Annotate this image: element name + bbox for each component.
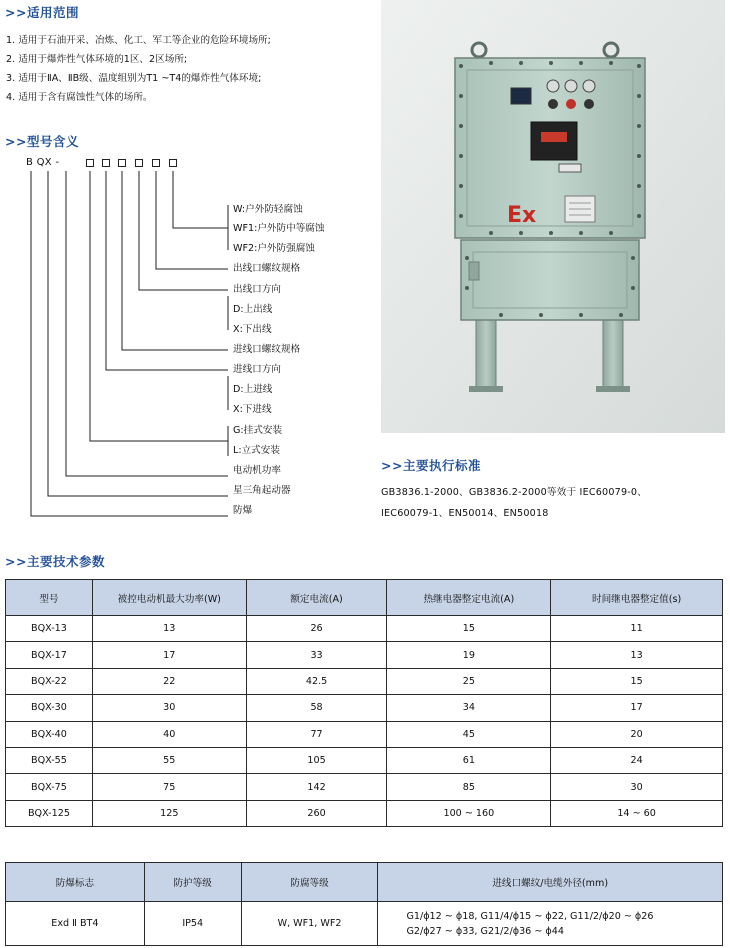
table-cell: BQX-22 [6, 668, 93, 694]
table-cell: BQX-40 [6, 721, 93, 747]
table-cell: 142 [246, 774, 387, 800]
table-row [6, 642, 723, 668]
code-box [86, 159, 94, 167]
table-row [6, 774, 723, 800]
column-header: 防腐等级 [241, 863, 378, 902]
model-label: WF2:户外防强腐蚀 [233, 243, 315, 254]
scope-item: 4. 适用于含有腐蚀性气体的场所。 [6, 92, 153, 103]
model-label: X:下进线 [233, 404, 272, 415]
table-cell-ex-mark: Exd Ⅱ BT4 [6, 902, 145, 946]
table-cell: 33 [246, 642, 387, 668]
table-cell: 13 [92, 616, 246, 642]
table-cell: 100 ~ 160 [387, 800, 551, 826]
table-cell: 105 [246, 747, 387, 773]
table-cell: 75 [92, 774, 246, 800]
table-cell: 40 [92, 721, 246, 747]
model-title: >>型号含义 [5, 134, 79, 149]
params-title: >>主要技术参数 [5, 554, 105, 569]
table-header-row [6, 863, 723, 902]
cable-diameter-line: G2/ϕ27 ~ ϕ33, G21/2/ϕ36 ~ ϕ44 [406, 925, 564, 937]
table-cell: 19 [387, 642, 551, 668]
scope-list [6, 31, 271, 107]
model-label: D:上出线 [233, 304, 273, 315]
table-row [6, 747, 723, 773]
model-label: 进线口方向 [233, 364, 281, 375]
standards-text [381, 482, 647, 524]
table-cell: BQX-17 [6, 642, 93, 668]
model-label: G:挂式安装 [233, 425, 283, 436]
product-photo [381, 0, 725, 433]
standards-title: >>主要执行标准 [381, 458, 481, 473]
column-header: 防爆标志 [6, 863, 145, 902]
table-row [6, 695, 723, 721]
table-cell: BQX-55 [6, 747, 93, 773]
table-cell: 45 [387, 721, 551, 747]
params-table [5, 579, 723, 827]
table-cell: 15 [551, 668, 723, 694]
table-cell-ip: IP54 [144, 902, 241, 946]
table-cell: 26 [246, 616, 387, 642]
model-label: L:立式安装 [233, 445, 280, 456]
model-label: 电动机功率 [233, 465, 281, 476]
table-cell: BQX-13 [6, 616, 93, 642]
model-code-lines [0, 150, 370, 530]
table-cell: 17 [551, 695, 723, 721]
code-box [169, 159, 177, 167]
model-label: W:户外防轻腐蚀 [233, 204, 303, 215]
table-row [6, 902, 723, 946]
table-cell: 55 [92, 747, 246, 773]
model-label: WF1:户外防中等腐蚀 [233, 223, 325, 234]
code-box [102, 159, 110, 167]
table-cell: 11 [551, 616, 723, 642]
code-box [118, 159, 126, 167]
model-code-diagram [0, 150, 370, 530]
table-cell: BQX-125 [6, 800, 93, 826]
explosion-proof-cabinet-image [381, 0, 725, 433]
model-label: 进线口螺纹规格 [233, 344, 301, 355]
table-cell: 30 [92, 695, 246, 721]
model-code: B QX - [26, 157, 60, 168]
column-header: 型号 [6, 580, 93, 616]
model-label: X:下出线 [233, 324, 272, 335]
table-cell: 34 [387, 695, 551, 721]
table-cell: 30 [551, 774, 723, 800]
table-cell: 260 [246, 800, 387, 826]
column-header: 额定电流(A) [246, 580, 387, 616]
table-row [6, 668, 723, 694]
table-cell: 24 [551, 747, 723, 773]
ex-mark: Ex [507, 203, 537, 228]
table-cell-corrosion: W, WF1, WF2 [241, 902, 378, 946]
table-cell: 25 [387, 668, 551, 694]
table-cell: 22 [92, 668, 246, 694]
column-header: 时间继电器整定值(s) [551, 580, 723, 616]
cable-diameter-line: G1/ϕ12 ~ ϕ18, G11/4/ϕ15 ~ ϕ22, G11/2/ϕ20 ~ ϕ26 [406, 910, 654, 922]
table-row [6, 721, 723, 747]
standards-line: GB3836.1-2000、GB3836.2-2000等效于 IEC60079-0、 [381, 487, 648, 498]
table-cell: 85 [387, 774, 551, 800]
table-cell: 14 ~ 60 [551, 800, 723, 826]
table-cell: 17 [92, 642, 246, 668]
table-cell: 58 [246, 695, 387, 721]
table-cell: 20 [551, 721, 723, 747]
table-row [6, 616, 723, 642]
column-header: 防护等级 [144, 863, 241, 902]
scope-title: >>适用范围 [5, 5, 79, 20]
model-label: 出线口螺纹规格 [233, 263, 301, 274]
table-header-row [6, 580, 723, 616]
table-cell: 77 [246, 721, 387, 747]
scope-item: 1. 适用于石油开采、冶炼、化工、军工等企业的危险环境场所; [6, 35, 271, 46]
table-cell: 61 [387, 747, 551, 773]
table-cell: 42.5 [246, 668, 387, 694]
table-cell: BQX-75 [6, 774, 93, 800]
table-cell: 125 [92, 800, 246, 826]
model-label: D:上进线 [233, 384, 273, 395]
model-label: 出线口方向 [233, 284, 281, 295]
column-header: 进线口螺纹/电缆外径(mm) [378, 863, 723, 902]
table-cell: 13 [551, 642, 723, 668]
code-box [135, 159, 143, 167]
column-header: 被控电动机最大功率(W) [92, 580, 246, 616]
table-cell: 15 [387, 616, 551, 642]
model-label: 防爆 [233, 505, 253, 516]
table-cell-cable-diameter [378, 902, 723, 946]
scope-item: 3. 适用于ⅡA、ⅡB级、温度组别为T1 ~T4的爆炸性气体环境; [6, 73, 262, 84]
standards-line: IEC60079-1、EN50014、EN50018 [381, 508, 549, 519]
model-label: 星三角起动器 [233, 485, 291, 496]
spec-table [5, 862, 723, 946]
table-row [6, 800, 723, 826]
column-header: 热继电器整定电流(A) [387, 580, 551, 616]
scope-item: 2. 适用于爆炸性气体环境的1区、2区场所; [6, 54, 188, 65]
code-box [152, 159, 160, 167]
table-cell: BQX-30 [6, 695, 93, 721]
